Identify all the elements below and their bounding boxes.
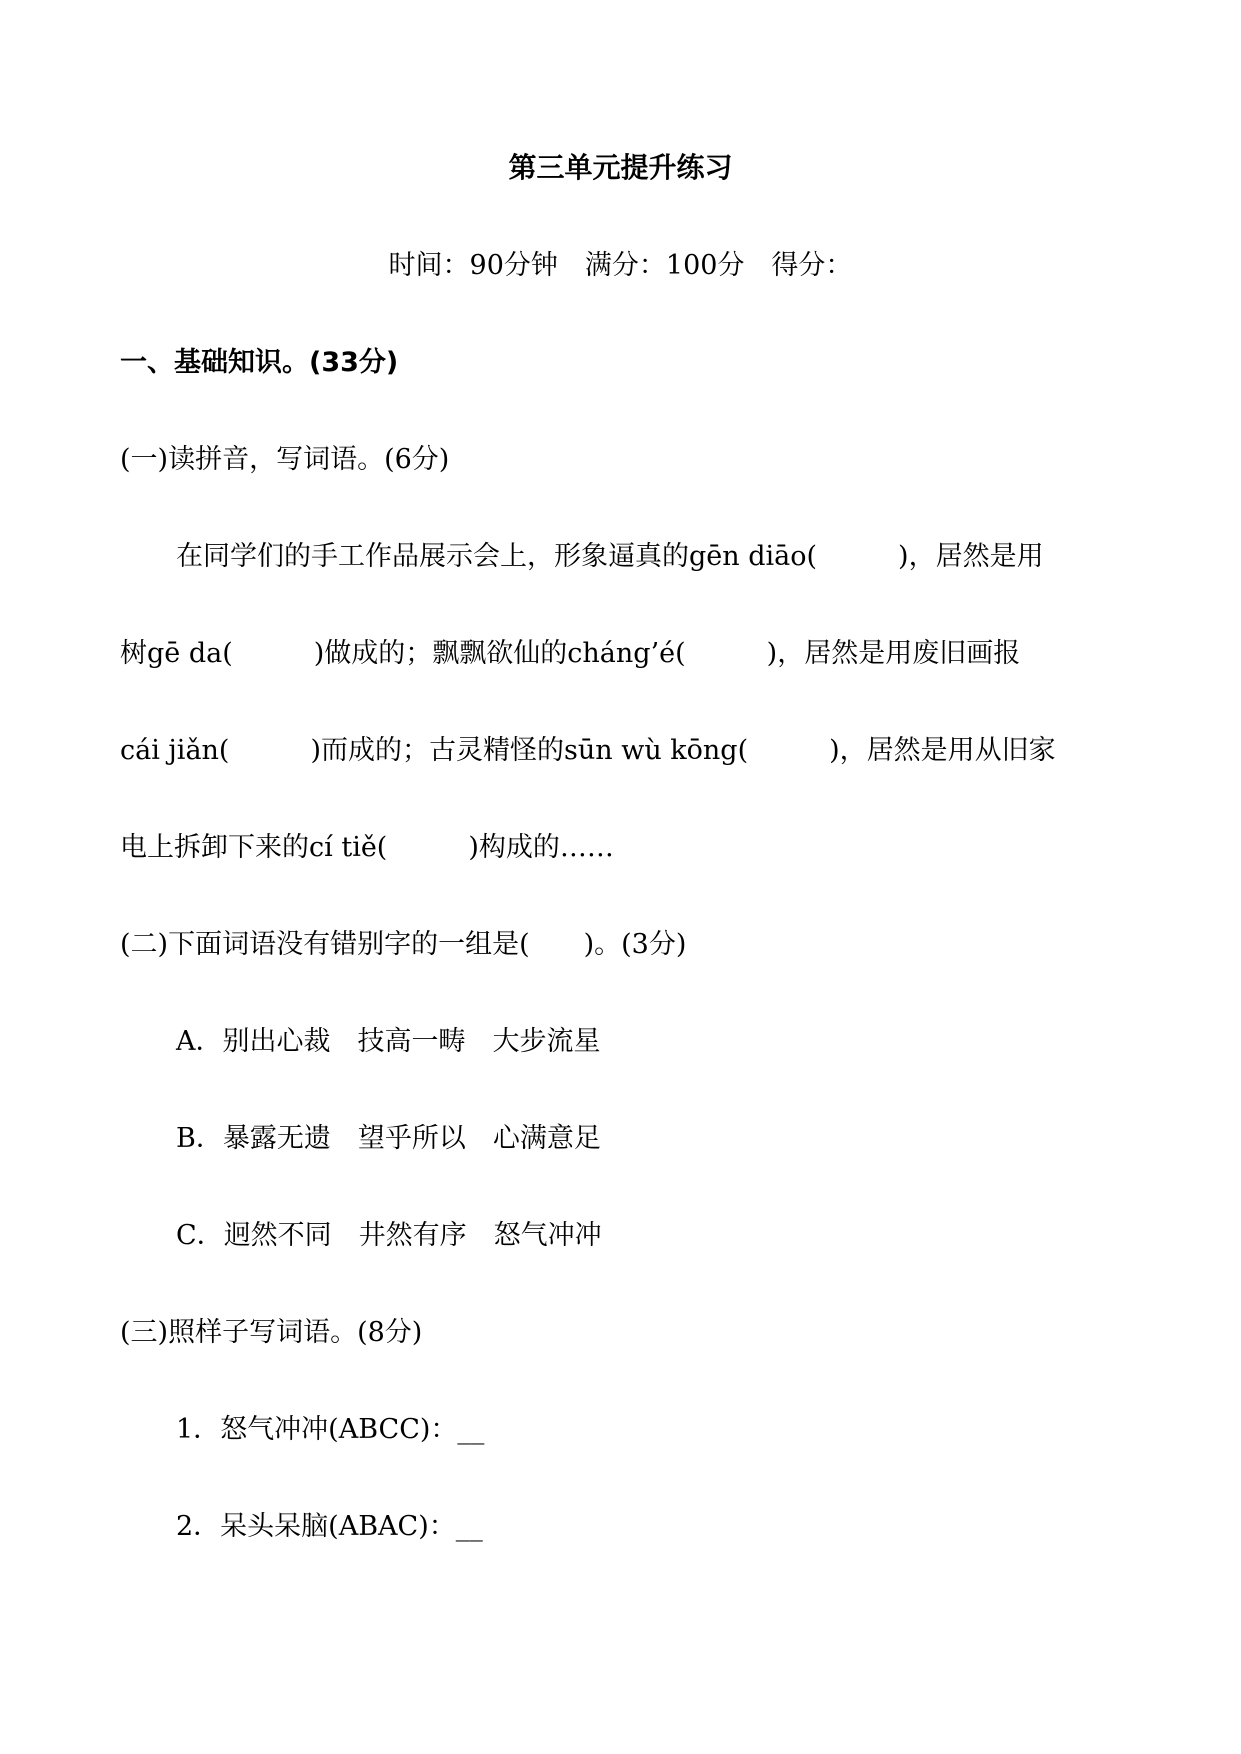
pinyin-paragraph-line-2: 树gē da( )做成的；飘飘欲仙的cháng’é( )，居然是用废旧画报: [120, 638, 1021, 669]
part2-heading: (二)下面词语没有错别字的一组是( )。(3分): [120, 929, 687, 960]
page-title: 第三单元提升练习: [508, 151, 733, 184]
choice-option-a: A．别出心裁 技高一畴 大步流星: [176, 1026, 601, 1057]
part1-heading: (一)读拼音，写词语。(6分): [120, 444, 450, 475]
choice-option-b: B．暴露无遗 望乎所以 心满意足: [176, 1123, 601, 1154]
pinyin-paragraph-line-1: 在同学们的手工作品展示会上，形象逼真的gēn diāo( )，居然是用: [176, 541, 1044, 572]
choice-option-c: C．迥然不同 井然有序 怒气冲冲: [176, 1220, 602, 1251]
pinyin-paragraph-line-3: cái jiǎn( )而成的；古灵精怪的sūn wù kōng( )，居然是用从旧家: [120, 735, 1056, 766]
word-pattern-item-2: 2．呆头呆脑(ABAC)：__: [176, 1511, 483, 1542]
part3-heading: (三)照样子写词语。(8分): [120, 1317, 423, 1348]
word-pattern-item-1: 1．怒气冲冲(ABCC)：__: [176, 1414, 485, 1445]
pinyin-paragraph-line-4: 电上拆卸下来的cí tiě( )构成的……: [120, 832, 614, 863]
exam-meta-info: 时间：90分钟 满分：100分 得分：: [388, 250, 853, 281]
section-heading-basics: 一、基础知识。(33分): [120, 347, 399, 378]
